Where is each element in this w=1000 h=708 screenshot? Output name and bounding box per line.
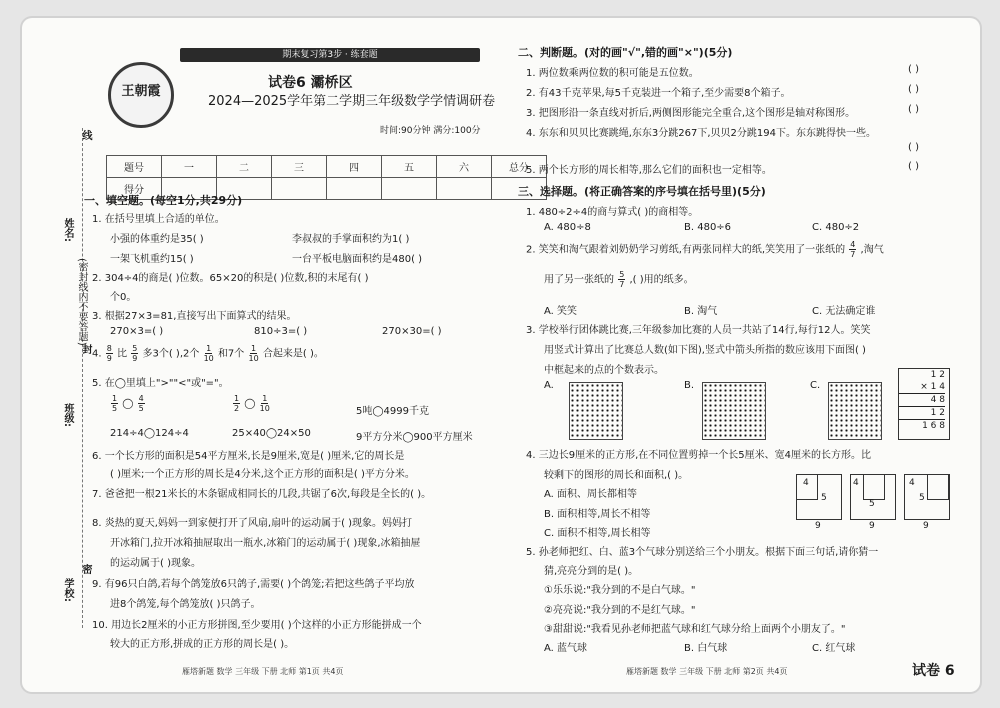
question-7: 7. 爸爸把一根21米长的木条锯成相同长的几段,共锯了6次,每段是全长的( )。 (92, 489, 432, 500)
fraction: $\frac{4}{5}$ (138, 394, 144, 413)
q4-text: 比 (117, 348, 128, 360)
fraction: $\frac{5}{9}$ (132, 344, 138, 363)
score-header-cell: 四 (327, 156, 382, 178)
choice-4-opt-b[interactable]: B. 面积相等,周长不相等 (544, 509, 651, 520)
compare-circle[interactable]: ◯ (122, 398, 134, 410)
question-6-cont: ( )厘米;一个正方形的周长是4分米,这个正方形的面积是( )平方分米。 (110, 469, 415, 480)
question-6: 6. 一个长方形的面积是54平方厘米,长是9厘米,宽是( )厘米,它的周长是 (92, 451, 405, 462)
fig-label: 9 (923, 521, 929, 531)
fig-label: 5 (869, 499, 875, 509)
q1-blank-a: 小强的体重约是35( ) (110, 234, 204, 245)
school-label: 学校: (62, 578, 73, 602)
cut-square-c (904, 474, 950, 531)
exam-title: 试卷6 灞桥区 (268, 75, 353, 91)
fraction: $\frac{1}{10}$ (248, 344, 259, 363)
dot-array-a (569, 382, 623, 440)
calc-line: × 1 4 (899, 381, 945, 394)
score-header-cell: 一 (162, 156, 217, 178)
choice-2 (526, 240, 884, 259)
choice-2-text: 2. 笑笑和淘气跟着刘奶奶学习剪纸,有两张同样大的纸,笑笑用了一张纸的 (526, 244, 846, 256)
question-8-cont: 开冰箱门,拉开冰箱抽屉取出一瓶水,冰箱门的运动属于( )现象,冰箱抽屉 (110, 538, 421, 549)
binding-mark: 封 (80, 344, 91, 354)
fraction: $\frac{4}{7}$ (850, 240, 856, 259)
fig-label: 4 (909, 478, 915, 488)
cut-rect (863, 474, 885, 500)
fraction: $\frac{1}{2}$ (234, 394, 240, 413)
cut-square-a (796, 474, 842, 531)
q5-compare-1 (110, 394, 146, 413)
cut-square-b (850, 474, 896, 531)
fig-label: 4 (803, 478, 809, 488)
fraction: $\frac{1}{10}$ (203, 344, 214, 363)
question-5: 5. 在◯里填上">""<"或"="。 (92, 378, 229, 389)
choice-5-stmt-2: ②亮亮说:"我分到的不是红气球。" (544, 605, 696, 616)
question-1: 1. 在括号里填上合适的单位。 (92, 214, 225, 225)
choice-5-cont: 猜,亮亮分到的是( )。 (544, 566, 639, 577)
compare-circle[interactable]: ◯ (244, 398, 256, 410)
q3-calc-c: 270×30=( ) (382, 326, 442, 337)
choice-4: 4. 三边长9厘米的正方形,在不同位置剪掉一个长5厘米、宽4厘米的长方形。比 (526, 450, 871, 461)
choice-5-stmt-3: ③甜甜说:"我看见孙老师把蓝气球和红气球分给上面两个小朋友了。" (544, 624, 846, 635)
choice-4-opt-a[interactable]: A. 面积、周长都相等 (544, 489, 638, 500)
question-2: 2. 304÷4的商是( )位数。65×20的积是( )位数,积的末尾有( ) (92, 273, 369, 284)
choice-5-opt-c[interactable]: C. 红气球 (812, 643, 856, 654)
q3-calc-a: 270×3=( ) (110, 326, 164, 337)
left-footer: 雁塔新题 数学 三年级 下册 北师 第1页 共4页 (182, 667, 344, 676)
question-10: 10. 用边长2厘米的小正方形拼图,至少要用( )个这样的小正方形能拼成一个 (92, 620, 422, 631)
choice-1-opt-c[interactable]: C. 480÷2 (812, 222, 860, 233)
judge-answer-2[interactable]: ( ) (908, 84, 919, 95)
score-header-cell: 三 (272, 156, 327, 178)
question-2-cont: 个0。 (110, 292, 137, 303)
q3-calc-b: 810÷3=( ) (254, 326, 308, 337)
calc-line: 1 2 (930, 370, 945, 380)
cut-rect (927, 474, 949, 500)
choice-2-text: ,( )用的纸多。 (629, 274, 694, 286)
q1-blank-b: 李叔叔的手掌面积约为1( ) (292, 234, 410, 245)
binding-mark: 密 (80, 564, 91, 574)
score-header-cell: 题号 (107, 156, 162, 178)
fraction: $\frac{1}{10}$ (259, 394, 270, 413)
binding-mark: 线 (80, 130, 91, 140)
question-4 (92, 344, 324, 363)
choice-3: 3. 学校举行团体跳比赛,三年级参加比赛的人员一共站了14行,每行12人。笑笑 (526, 325, 871, 336)
fraction: $\frac{8}{9}$ (106, 344, 112, 363)
score-cell[interactable] (272, 178, 327, 200)
choice-2-text: 用了另一张纸的 (544, 274, 614, 286)
q5-compare-3: 5吨◯4999千克 (356, 406, 430, 417)
review-step-bar: 期末复习第3步 · 练套题 (180, 48, 480, 62)
choice-1-opt-a[interactable]: A. 480÷8 (544, 222, 591, 233)
q5-compare-6: 9平方分米◯900平方厘米 (356, 432, 473, 443)
question-8-cont2: 的运动属于( )现象。 (110, 558, 201, 569)
score-header-cell: 六 (437, 156, 492, 178)
judge-answer-1[interactable]: ( ) (908, 64, 919, 75)
paper-number: 试卷 6 (912, 663, 955, 679)
choice-4-cont: 较剩下的图形的周长和面积,( )。 (544, 470, 689, 481)
time-and-score: 时间:90分钟 满分:100分 (380, 126, 481, 136)
choice-5-opt-b[interactable]: B. 白气球 (684, 643, 728, 654)
judge-3: 3. 把图形沿一条直线对折后,两侧图形能完全重合,这个图形是轴对称图形。 (526, 108, 856, 119)
fig-label: 5 (821, 493, 827, 503)
judge-1: 1. 两位数乘两位数的积可能是五位数。 (526, 68, 699, 79)
publisher-logo: 王朝霞 (108, 62, 174, 128)
question-3: 3. 根据27×3=81,直接写出下面算式的结果。 (92, 311, 297, 322)
judge-5: 5. 两个长方形的周长相等,那么它们的面积也一定相等。 (526, 165, 772, 176)
score-cell[interactable] (382, 178, 437, 200)
calc-line: 1 6 8 (922, 421, 945, 431)
class-label: 班级: (62, 403, 73, 427)
score-cell[interactable] (437, 178, 492, 200)
choice-5-stmt-1: ①乐乐说:"我分到的不是白气球。" (544, 585, 696, 596)
choice-2-opt-a[interactable]: A. 笑笑 (544, 306, 578, 317)
q5-compare-5: 25×40◯24×50 (232, 428, 311, 439)
calc-line: 4 8 (930, 395, 945, 405)
choice-5-opt-a[interactable]: A. 蓝气球 (544, 643, 588, 654)
exam-subtitle: 2024—2025学年第二学期三年级数学学情调研卷 (208, 94, 496, 109)
q4-text: 多3个( ),2个 (142, 348, 200, 360)
judge-answer-4[interactable]: ( ) (908, 142, 919, 153)
fig-label: 5 (919, 493, 925, 503)
choice-2-text: ,淘气 (860, 244, 884, 256)
question-9: 9. 有96只白鸽,若每个鸽笼放6只鸽子,需要( )个鸽笼;若把这些鸽子平均放 (92, 579, 415, 590)
dot-array-b (702, 382, 766, 440)
question-10-cont: 较大的正方形,拼成的正方形的周长是( )。 (110, 639, 295, 650)
fraction: $\frac{1}{5}$ (112, 394, 118, 413)
dot-array-c (828, 382, 882, 440)
q1-blank-d: 一台平板电脑面积约是480( ) (292, 254, 423, 265)
vertical-calculation (898, 368, 950, 440)
choice-2-cont (544, 270, 694, 289)
question-9-cont: 进8个鸽笼,每个鸽笼放( )只鸽子。 (110, 599, 261, 610)
section-choice-title: 三、选择题。(将正确答案的序号填在括号里)(5分) (518, 185, 766, 198)
judge-answer-5[interactable]: ( ) (908, 161, 919, 172)
score-row-label: 得分 (107, 178, 162, 200)
fraction: $\frac{5}{7}$ (619, 270, 625, 289)
choice-2-opt-c[interactable]: C. 无法确定谁 (812, 306, 876, 317)
fig-label: 4 (853, 478, 859, 488)
judge-4: 4. 东东和贝贝比赛跳绳,东东3分跳267下,贝贝2分跳194下。东东跳得快一些。 (526, 128, 876, 139)
choice-3-cont: 用竖式计算出了比赛总人数(如下图),竖式中箭头所指的数应该用下面图( ) (544, 345, 866, 356)
section-fill-blank-title: 一、填空题。(每空1分,共29分) (84, 194, 243, 207)
q5-compare-2 (232, 394, 271, 413)
choice-1: 1. 480÷2÷4的商与算式( )的商相等。 (526, 207, 699, 218)
right-footer: 雁塔新题 数学 三年级 下册 北师 第2页 共4页 (626, 667, 788, 676)
choice-4-opt-c[interactable]: C. 面积不相等,周长相等 (544, 528, 651, 539)
q4-number: 4. (92, 348, 102, 360)
exam-sheet (22, 18, 980, 692)
score-header-cell: 二 (217, 156, 272, 178)
choice-3-opt-c[interactable]: C. (810, 380, 821, 391)
fig-label: 9 (815, 521, 821, 531)
judge-answer-3[interactable]: ( ) (908, 104, 919, 115)
calc-line: 1 2 (899, 406, 945, 420)
score-cell[interactable] (327, 178, 382, 200)
name-label: 姓名: (62, 218, 73, 242)
choice-1-opt-b[interactable]: B. 480÷6 (684, 222, 732, 233)
score-header-cell: 五 (382, 156, 437, 178)
choice-3-opt-a[interactable]: A. (544, 380, 554, 391)
q4-text: 合起来是( )。 (262, 348, 324, 360)
score-header-cell: 总分 (492, 156, 547, 178)
q5-compare-4: 214÷4◯124÷4 (110, 428, 189, 439)
question-8: 8. 炎热的夏天,妈妈一到家便打开了风扇,扇叶的运动属于( )现象。妈妈打 (92, 518, 413, 529)
choice-3-cont2: 中框起来的点的个数表示。 (544, 365, 664, 376)
q4-text: 和7个 (217, 348, 245, 360)
section-judge-title: 二、判断题。(对的画"√",错的画"×")(5分) (518, 46, 733, 59)
choice-3-opt-b[interactable]: B. (684, 380, 695, 391)
q1-blank-c: 一架飞机重约15( ) (110, 254, 194, 265)
fig-label: 9 (869, 521, 875, 531)
choice-5: 5. 孙老师把红、白、蓝3个气球分别送给三个小朋友。根据下面三句话,请你猜一 (526, 547, 879, 558)
choice-2-opt-b[interactable]: B. 淘气 (684, 306, 718, 317)
judge-2: 2. 有43千克苹果,每5千克装进一个箱子,至少需要8个箱子。 (526, 88, 791, 99)
binding-notice: (密封线内不要答题) (76, 258, 87, 346)
